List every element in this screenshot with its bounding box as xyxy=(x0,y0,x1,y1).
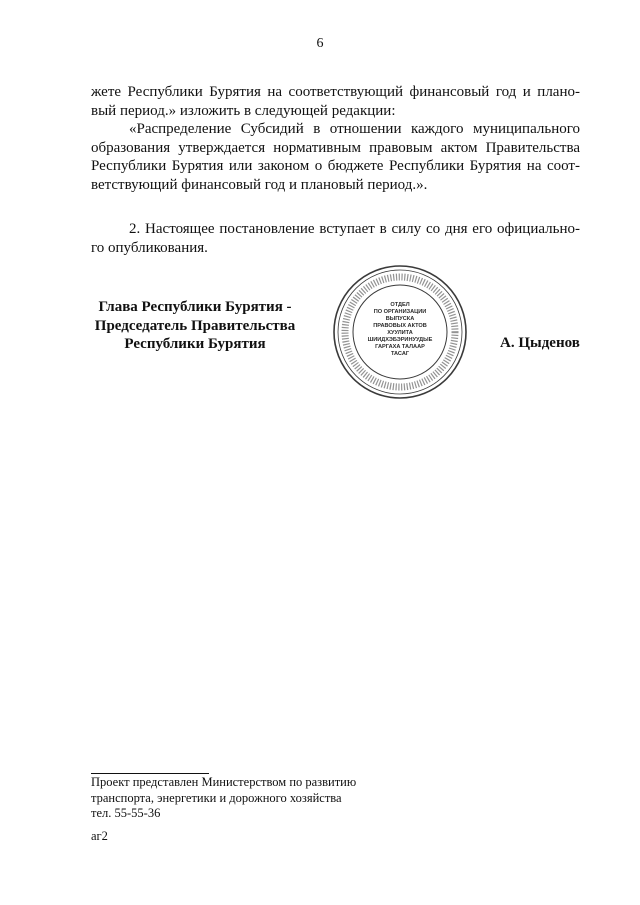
official-seal-stamp xyxy=(330,262,470,402)
text-line: вый период.» изложить в следующей редакции: xyxy=(91,102,396,119)
footnote xyxy=(91,775,356,822)
text-line: Республики Бурятия или законом о бюджете Республики Бурятия на соот- xyxy=(91,158,580,174)
document-code: аг2 xyxy=(91,829,108,843)
signer-position-line: Республики Бурятия xyxy=(124,336,266,352)
page-number: 6 xyxy=(316,36,324,51)
text-line: «Распределение Субсидий в отношении каждого муниципального xyxy=(129,121,580,137)
text-line: образования утверждается нормативным правовым актом Правительства xyxy=(91,139,580,156)
seal-text-line: ГАРГАХА ТАЛААР xyxy=(375,344,425,350)
text-line: го опубликования. xyxy=(91,239,208,256)
footnote-line: тел. 55-55-36 xyxy=(91,806,161,820)
seal-text-line: ОТДЕЛ xyxy=(390,302,410,308)
paragraph-effective-date xyxy=(91,220,580,257)
text-line: ветствующий финансовый год и плановый период.». xyxy=(91,176,428,193)
footnote-line: транспорта, энергетики и дорожного хозяйства xyxy=(91,790,342,805)
signer-position-line: Глава Республики Бурятия - xyxy=(98,299,292,315)
text-line: жете Республики Бурятия на соответствующий финансовый год и плано- xyxy=(91,84,580,100)
seal-text-line: ХУУЛИТА xyxy=(387,330,413,336)
signer-position-line: Председатель Правительства xyxy=(94,317,296,334)
text-line: 2. Настоящее постановление вступает в силу со дня его официально- xyxy=(129,221,580,237)
seal-text-line: ПО ОРГАНИЗАЦИИ xyxy=(373,309,427,315)
seal-text-line: ПРАВОВЫХ АКТОВ xyxy=(373,323,427,329)
seal-text-line: ТАСАГ xyxy=(390,351,410,357)
seal-graphic xyxy=(330,262,470,402)
paragraph-amendment xyxy=(91,83,580,194)
seal-text-line: ВЫПУСКА xyxy=(385,316,415,322)
footnote-divider xyxy=(91,773,209,774)
footnote-line: Проект представлен Министерством по развитию xyxy=(91,775,357,789)
seal-text-line: ШИИДХЭБЭРИНУУДЫЕ xyxy=(367,337,433,343)
signer-position xyxy=(80,298,310,354)
signer-name: А. Цыденов xyxy=(500,335,580,351)
